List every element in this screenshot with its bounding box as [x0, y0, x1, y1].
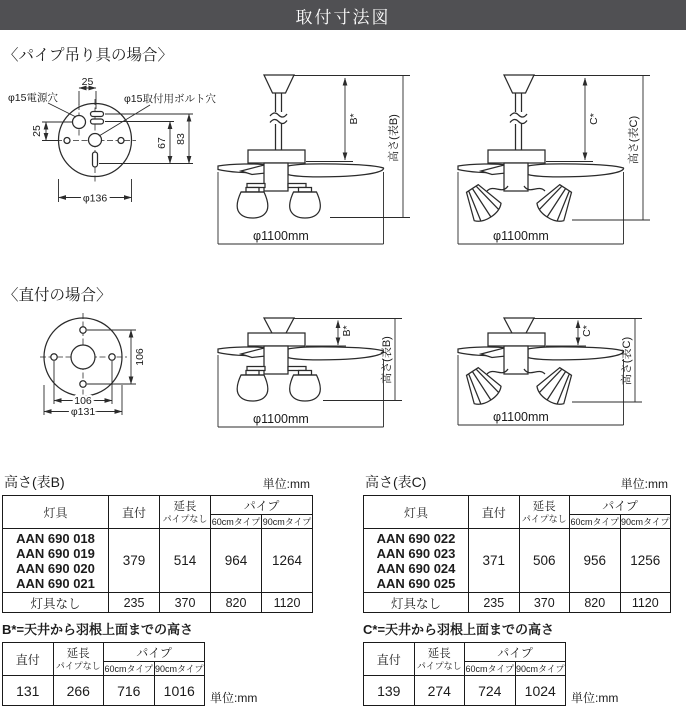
fan-pipe-c-diagram	[458, 75, 650, 244]
value-no-pipe: 506	[519, 529, 570, 593]
dim-b-star: B*	[348, 113, 360, 125]
tulip-shade-left	[459, 363, 504, 409]
dim-106-horizontal: 106	[74, 395, 92, 407]
height-ref-table-b: 高さ(表B)	[381, 336, 393, 384]
table-c-title: 高さ(表C)	[365, 474, 427, 490]
sub-table-c	[363, 642, 566, 706]
blade-diameter-label: φ1100mm	[253, 229, 309, 243]
fan-blades	[458, 164, 624, 177]
screw-hole-right	[109, 354, 115, 360]
value-direct: 379	[109, 529, 160, 593]
fan-pipe-b-diagram	[218, 75, 410, 244]
col-pipe-90: 90cmタイプ	[154, 662, 205, 676]
value-pipe-90: 1016	[154, 676, 205, 706]
canopy	[504, 318, 534, 334]
col-pipe-90: 90cmタイプ	[620, 515, 671, 529]
col-direct: 直付	[469, 496, 520, 529]
col-pipe-60: 60cmタイプ	[465, 662, 516, 676]
sub-table-c-section	[363, 619, 663, 706]
dim-106-vertical: 106	[134, 348, 146, 366]
sub-table-c-unit: 単位:mm	[571, 691, 619, 705]
value-pipe-60: 964	[211, 529, 262, 593]
col-fixture: 灯具	[364, 496, 469, 529]
fan-blades	[218, 347, 384, 360]
blade-diameter-label: φ1100mm	[253, 412, 309, 426]
col-pipe: パイプ	[104, 643, 205, 662]
dim-b-star: B*	[341, 325, 353, 337]
table-b-section	[2, 472, 312, 613]
center-hole	[71, 345, 95, 369]
sub-table-b-title: B*=天井から羽根上面までの高さ	[2, 622, 194, 637]
table-c: 灯具 直付 延長 パイプなし パイプ 60cmタイプ 90cmタイプ AAN 690 022 AAN 690 023 AAN 690 024 AAN 690 025 371 506 956 1256 灯具なし 235 370 820 1120	[363, 495, 671, 613]
dim-c-star: C*	[581, 325, 593, 337]
value-pipe-60: 956	[570, 529, 621, 593]
dim-67: 67	[156, 137, 168, 149]
tulip-shade-left	[459, 180, 504, 226]
sub-table-b-unit: 単位:mm	[210, 691, 258, 705]
col-pipe-60: 60cmタイプ	[570, 515, 621, 529]
screw-hole-left	[51, 354, 57, 360]
value-pipe-90: 1264	[262, 529, 313, 593]
col-pipe-90: 90cmタイプ	[515, 662, 566, 676]
value-no-pipe: 274	[414, 676, 465, 706]
col-pipe-60: 60cmタイプ	[104, 662, 155, 676]
section-heading-direct-mount: 〈直付の場合〉	[3, 287, 112, 304]
table-b-title: 高さ(表B)	[4, 474, 65, 490]
fan-direct-c-diagram	[458, 318, 642, 425]
power-hole	[73, 116, 86, 129]
bowl-shade-right	[290, 188, 321, 219]
fan-blades	[458, 347, 624, 360]
value-no-pipe: 514	[160, 529, 211, 593]
col-extension: 延長 パイプなし	[160, 496, 211, 529]
dim-phi136: φ136	[82, 192, 108, 205]
blade-diameter-label: φ1100mm	[493, 229, 549, 243]
col-extension: 延長 パイプなし	[414, 643, 465, 676]
bowl-shade-left	[237, 371, 268, 402]
dim-c-star: C*	[588, 113, 600, 125]
model-list: AAN 690 018 AAN 690 019 AAN 690 020 AAN 690 021	[3, 529, 109, 593]
col-direct: 直付	[364, 643, 415, 676]
power-hole-label: φ15電源穴	[8, 92, 58, 104]
table-b: 灯具 直付 延長 パイプなし パイプ 60cmタイプ 90cmタイプ AAN 690 018 AAN 690 019 AAN 690 020 AAN 690 021 379 514 964 1264 灯具なし 235 370 820 1120	[2, 495, 313, 613]
col-pipe-90: 90cmタイプ	[262, 515, 313, 529]
col-pipe-60: 60cmタイプ	[211, 515, 262, 529]
slot-upper	[91, 112, 104, 117]
no-fixture-label: 灯具なし	[3, 593, 109, 613]
side-hole-left	[64, 138, 70, 144]
dim-phi131: φ131	[70, 406, 96, 418]
col-direct: 直付	[3, 643, 54, 676]
col-pipe: パイプ	[570, 496, 671, 515]
dim-left-25: 25	[31, 125, 43, 137]
sub-table-b-section	[2, 619, 302, 706]
page-title: 取付寸法図	[295, 7, 391, 27]
fan-blades	[218, 164, 384, 177]
dim-83: 83	[175, 133, 187, 145]
value-pipe-60: 724	[465, 676, 516, 706]
height-ref-table-c: 高さ(表C)	[628, 115, 640, 165]
table-c-section	[363, 472, 670, 613]
sub-table-c-title: C*=天井から羽根上面までの高さ	[363, 622, 555, 637]
no-fixture-label: 灯具なし	[364, 593, 469, 613]
section-heading-pipe-mount: 〈パイプ吊り具の場合〉	[3, 47, 174, 64]
value-no-pipe: 266	[53, 676, 104, 706]
canopy	[264, 318, 294, 334]
fan-direct-b-diagram	[218, 318, 402, 427]
bowl-shade-right	[290, 371, 321, 402]
tulip-shade-right	[534, 180, 579, 226]
table-c-unit: 単位:mm	[620, 477, 668, 491]
col-pipe: パイプ	[465, 643, 566, 662]
screw-hole-bottom	[80, 381, 86, 387]
col-fixture: 灯具	[3, 496, 109, 529]
value-direct: 371	[469, 529, 520, 593]
height-ref-table-c: 高さ(表C)	[621, 336, 633, 386]
value-direct: 139	[364, 676, 415, 706]
mounting-plate-pipe-diagram	[8, 76, 216, 205]
bowl-shade-left	[237, 188, 268, 219]
bolt-hole-label: φ15取付用ボルト穴	[124, 93, 216, 105]
canopy-and-pipe	[264, 75, 294, 150]
slot-lower	[91, 119, 104, 124]
blade-diameter-label: φ1100mm	[493, 410, 549, 424]
mounting-plate-direct-diagram	[40, 313, 146, 418]
col-extension: 延長 パイプなし	[53, 643, 104, 676]
height-ref-table-b: 高さ(表B)	[388, 114, 400, 162]
side-hole-right	[118, 138, 124, 144]
value-pipe-90: 1024	[515, 676, 566, 706]
sub-table-b	[2, 642, 205, 706]
col-extension: 延長 パイプなし	[519, 496, 570, 529]
screw-hole-top	[80, 327, 86, 333]
dim-top-25: 25	[81, 76, 94, 88]
value-direct: 131	[3, 676, 54, 706]
col-direct: 直付	[109, 496, 160, 529]
table-b-unit: 単位:mm	[262, 477, 310, 491]
value-pipe-90: 1256	[620, 529, 671, 593]
value-pipe-60: 716	[104, 676, 155, 706]
model-list: AAN 690 022 AAN 690 023 AAN 690 024 AAN 690 025	[364, 529, 469, 593]
col-pipe: パイプ	[211, 496, 313, 515]
bottom-slot	[93, 152, 98, 167]
canopy-and-pipe	[504, 75, 534, 150]
